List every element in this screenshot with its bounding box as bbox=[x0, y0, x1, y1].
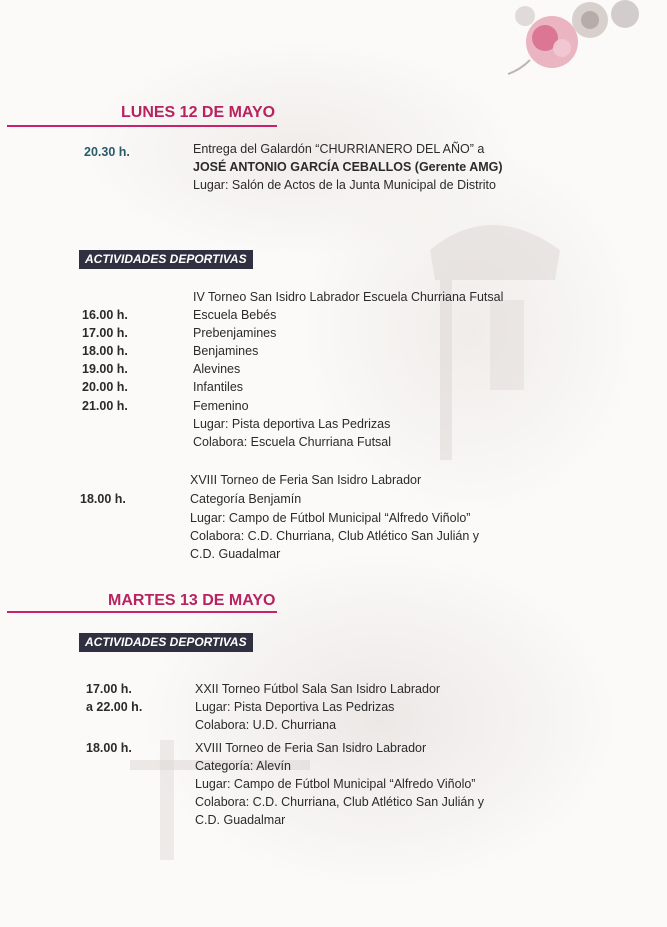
feria2-title: XVIII Torneo de Feria San Isidro Labrador bbox=[195, 741, 427, 755]
feria2-collab-2: C.D. Guadalmar bbox=[195, 813, 286, 827]
futsal-time: 21.00 h. bbox=[82, 399, 128, 413]
sala-title: XXII Torneo Fútbol Sala San Isidro Labrador bbox=[195, 682, 441, 696]
futsal-title: IV Torneo San Isidro Labrador Escuela Churriana Futsal bbox=[193, 290, 504, 304]
feria2-time: 18.00 h. bbox=[86, 741, 132, 755]
event-honoree: JOSÉ ANTONIO GARCÍA CEBALLOS (Gerente AMG) bbox=[193, 160, 503, 174]
futsal-category: Benjamines bbox=[193, 344, 259, 358]
feria-category: Categoría Benjamín bbox=[190, 492, 302, 506]
event-line-1: Entrega del Galardón “CHURRIANERO DEL AÑO” a bbox=[193, 142, 485, 156]
sala-collab: Colabora: U.D. Churriana bbox=[195, 718, 337, 732]
futsal-time: 17.00 h. bbox=[82, 326, 128, 340]
futsal-time: 18.00 h. bbox=[82, 344, 128, 358]
heading-rule-tuesday bbox=[7, 611, 277, 613]
futsal-time: 19.00 h. bbox=[82, 362, 128, 376]
feria-title: XVIII Torneo de Feria San Isidro Labrador bbox=[190, 473, 422, 487]
feria-time: 18.00 h. bbox=[80, 492, 126, 506]
sala-time-start: 17.00 h. bbox=[86, 682, 132, 696]
sports-label-tuesday: ACTIVIDADES DEPORTIVAS bbox=[79, 633, 253, 652]
feria2-place: Lugar: Campo de Fútbol Municipal “Alfredo Viñolo” bbox=[195, 777, 476, 791]
futsal-time: 16.00 h. bbox=[82, 308, 128, 322]
feria2-category: Categoría: Alevín bbox=[195, 759, 291, 773]
feria2-collab-1: Colabora: C.D. Churriana, Club Atlético San Julián y bbox=[195, 795, 485, 809]
futsal-category: Infantiles bbox=[193, 380, 244, 394]
event-time: 20.30 h. bbox=[84, 145, 130, 159]
futsal-place: Lugar: Pista deportiva Las Pedrizas bbox=[193, 417, 391, 431]
heading-tuesday: MARTES 13 DE MAYO bbox=[108, 592, 276, 609]
futsal-category: Prebenjamines bbox=[193, 326, 277, 340]
futsal-time: 20.00 h. bbox=[82, 380, 128, 394]
feria-collab-1: Colabora: C.D. Churriana, Club Atlético San Julián y bbox=[190, 529, 480, 543]
event-place: Lugar: Salón de Actos de la Junta Municipal de Distrito bbox=[193, 178, 496, 192]
heading-rule-monday bbox=[7, 125, 277, 127]
flower-watercolor-icon bbox=[500, 0, 667, 78]
sala-time-end: a 22.00 h. bbox=[86, 700, 143, 714]
feria-place: Lugar: Campo de Fútbol Municipal “Alfredo Viñolo” bbox=[190, 511, 471, 525]
futsal-category: Femenino bbox=[193, 399, 249, 413]
feria-collab-2: C.D. Guadalmar bbox=[190, 547, 281, 561]
futsal-collab: Colabora: Escuela Churriana Futsal bbox=[193, 435, 392, 449]
futsal-category: Alevines bbox=[193, 362, 241, 376]
heading-monday: LUNES 12 DE MAYO bbox=[121, 104, 276, 121]
futsal-category: Escuela Bebés bbox=[193, 308, 277, 322]
sala-place: Lugar: Pista Deportiva Las Pedrizas bbox=[195, 700, 395, 714]
sports-label-monday: ACTIVIDADES DEPORTIVAS bbox=[79, 250, 253, 269]
